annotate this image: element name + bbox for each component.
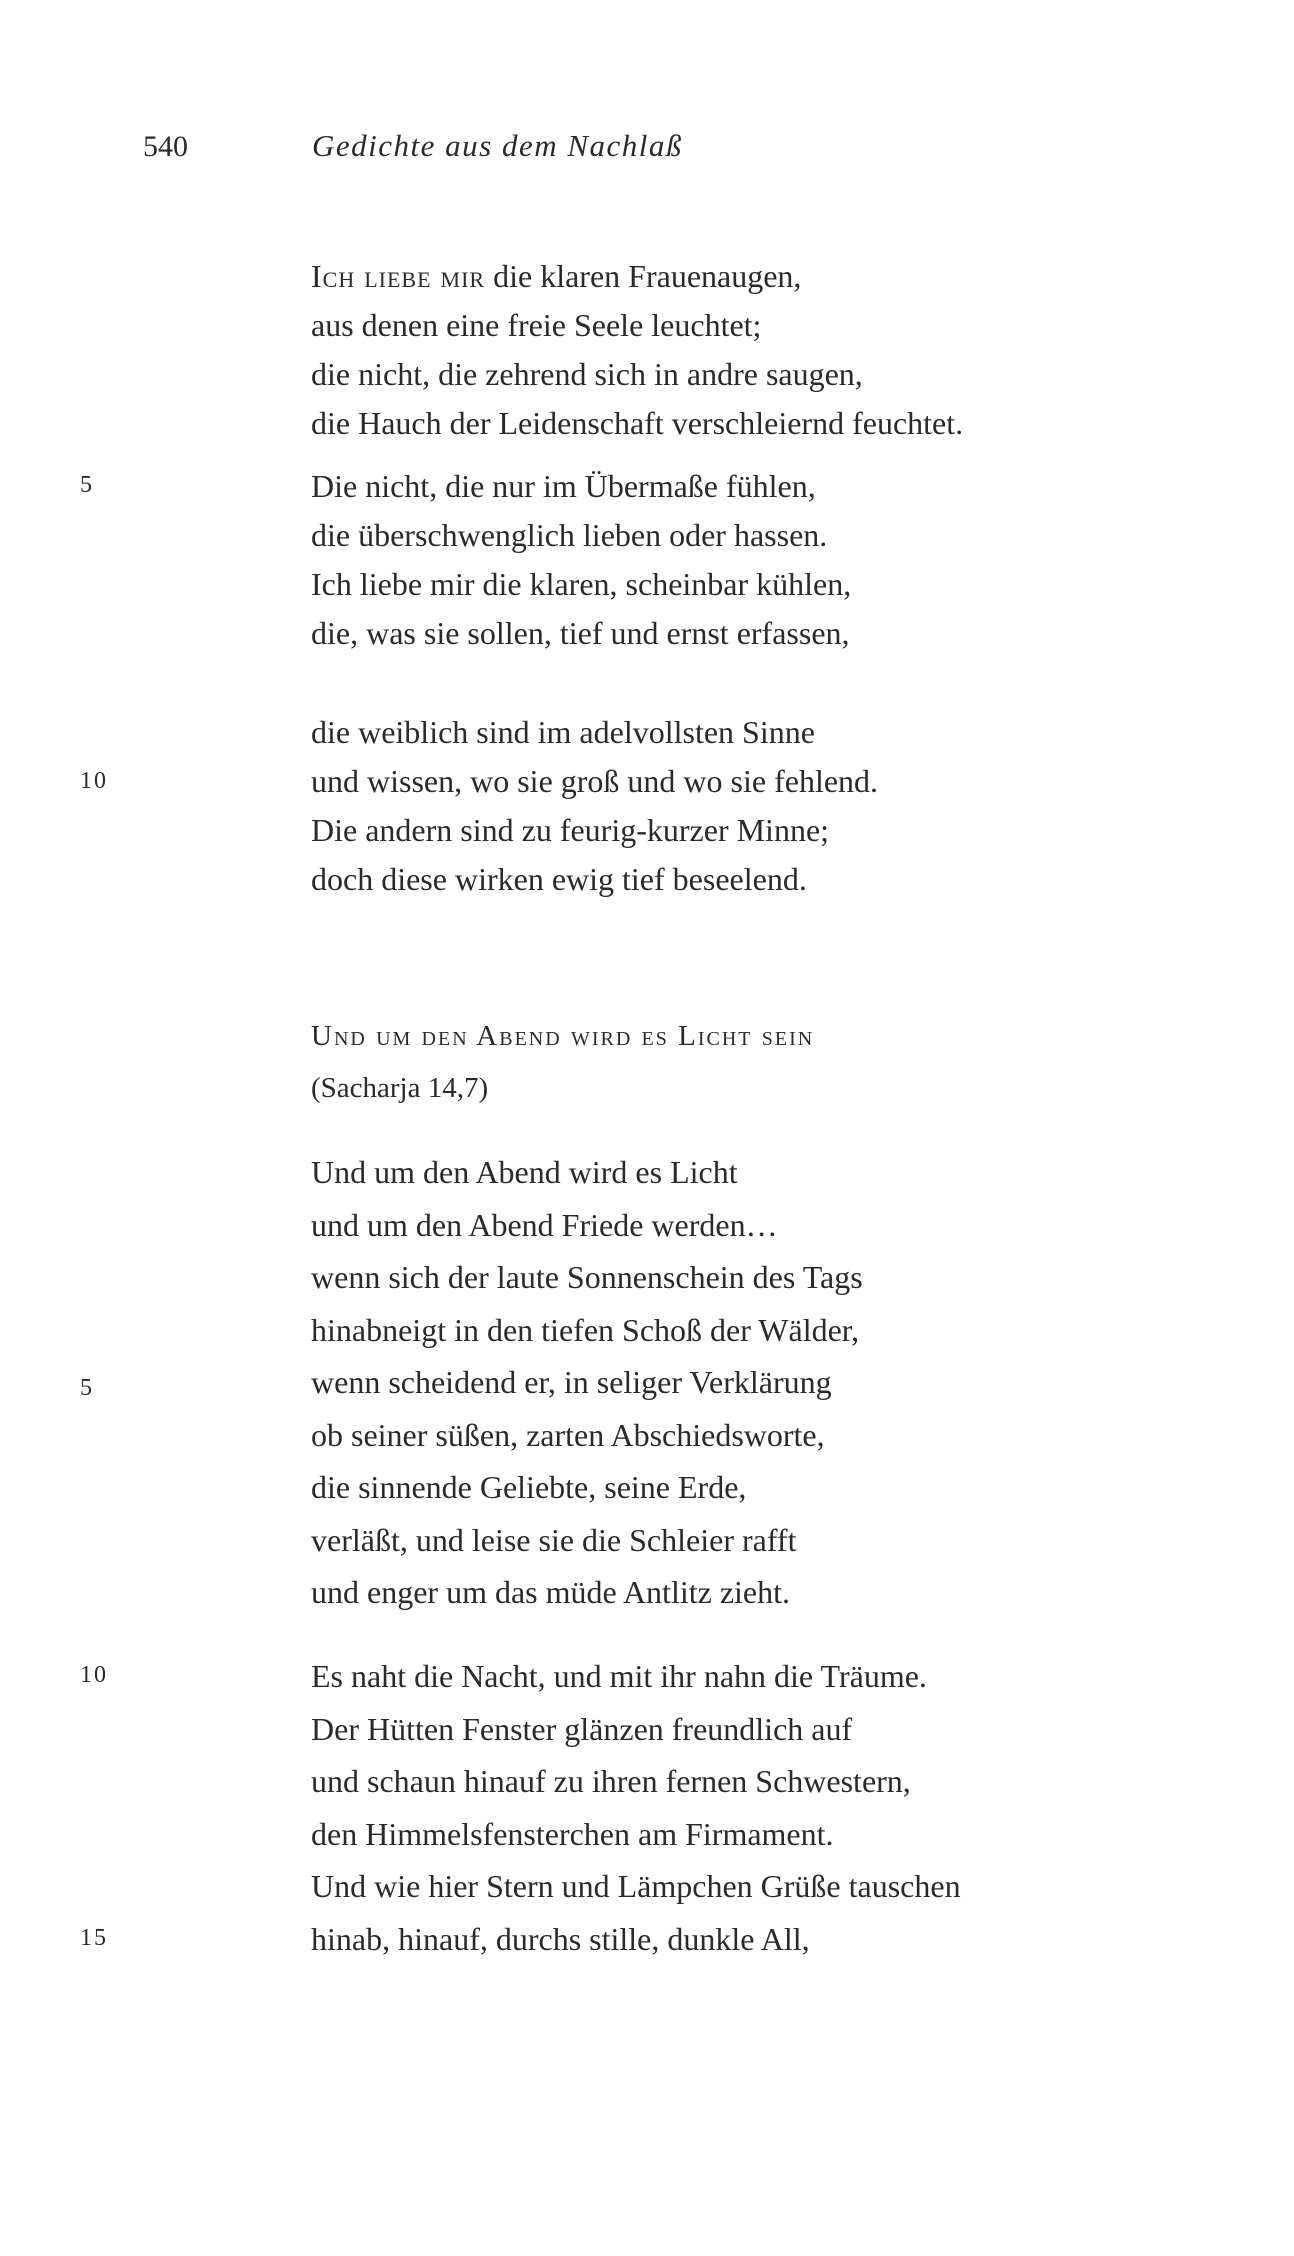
verse-line: Die nicht, die nur im Übermaße fühlen,: [311, 468, 816, 504]
verse-line: und um den Abend Friede werden…: [311, 1206, 778, 1243]
line-number: 5: [80, 1375, 94, 1401]
verse-line: die überschwenglich lieben oder hassen.: [311, 517, 828, 553]
verse-line: und enger um das müde Antlitz zieht.: [311, 1574, 790, 1610]
verse-line: Ich liebe mir die klaren, scheinbar kühlen,: [311, 566, 852, 602]
verse-line: ob seiner süßen, zarten Abschiedsworte,: [311, 1416, 825, 1453]
running-title: Gedichte aus dem Nachlaß: [312, 128, 683, 163]
verse-line: die, was sie sollen, tief und ernst erfassen,: [311, 615, 850, 651]
verse-line: verläßt, und leise sie die Schleier rafft: [311, 1521, 797, 1558]
verse-line: die nicht, die zehrend sich in andre saugen,: [311, 356, 863, 392]
line-number: 5: [80, 472, 94, 498]
verse-line: Die andern sind zu feurig-kurzer Minne;: [311, 812, 830, 848]
verse-line: die Hauch der Leidenschaft verschleiernd feuchtet.: [311, 405, 964, 441]
poem1-stanza-1: [311, 252, 963, 448]
poem-subtitle: (Sacharja 14,7): [311, 1072, 489, 1104]
verse-line: aus denen eine freie Seele leuchtet;: [311, 307, 762, 343]
line-number: 15: [80, 1925, 108, 1951]
poem1-stanza-2: [311, 462, 851, 658]
verse-line: Und wie hier Stern und Lämpchen Grüße tauschen: [311, 1868, 961, 1904]
verse-line: die weiblich sind im adelvollsten Sinne: [311, 714, 815, 750]
opening-small-caps: Ich liebe mir: [311, 258, 486, 294]
verse-line: [311, 252, 963, 301]
poem2-stanza-1: [311, 1146, 863, 1619]
verse-line: den Himmelsfensterchen am Firmament.: [311, 1815, 834, 1852]
line-number: 10: [80, 1662, 108, 1688]
poem2-stanza-2: [311, 1650, 961, 1965]
verse-line: hinab, hinauf, durchs stille, dunkle All,: [311, 1920, 810, 1957]
verse-line: Es naht die Nacht, und mit ihr nahn die Träume.: [311, 1658, 927, 1694]
poem1-stanza-3: [311, 708, 878, 904]
verse-text: die klaren Frauenaugen,: [493, 258, 802, 294]
verse-line: doch diese wirken ewig tief beseelend.: [311, 861, 807, 897]
page-number: 540: [143, 130, 188, 163]
verse-line: und wissen, wo sie groß und wo sie fehlend.: [311, 763, 879, 799]
poem-title: Und um den Abend wird es Licht sein: [311, 1020, 815, 1052]
verse-line: die sinnende Geliebte, seine Erde,: [311, 1469, 747, 1505]
verse-line: und schaun hinauf zu ihren fernen Schwestern,: [311, 1763, 911, 1799]
verse-line: Und um den Abend wird es Licht: [311, 1154, 738, 1190]
verse-line: wenn scheidend er, in seliger Verklärung: [311, 1364, 832, 1400]
verse-line: wenn sich der laute Sonnenschein des Tags: [311, 1259, 863, 1295]
verse-line: hinabneigt in den tiefen Schoß der Wälder,: [311, 1311, 860, 1348]
line-number: 10: [80, 768, 108, 794]
verse-line: Der Hütten Fenster glänzen freundlich auf: [311, 1710, 853, 1747]
